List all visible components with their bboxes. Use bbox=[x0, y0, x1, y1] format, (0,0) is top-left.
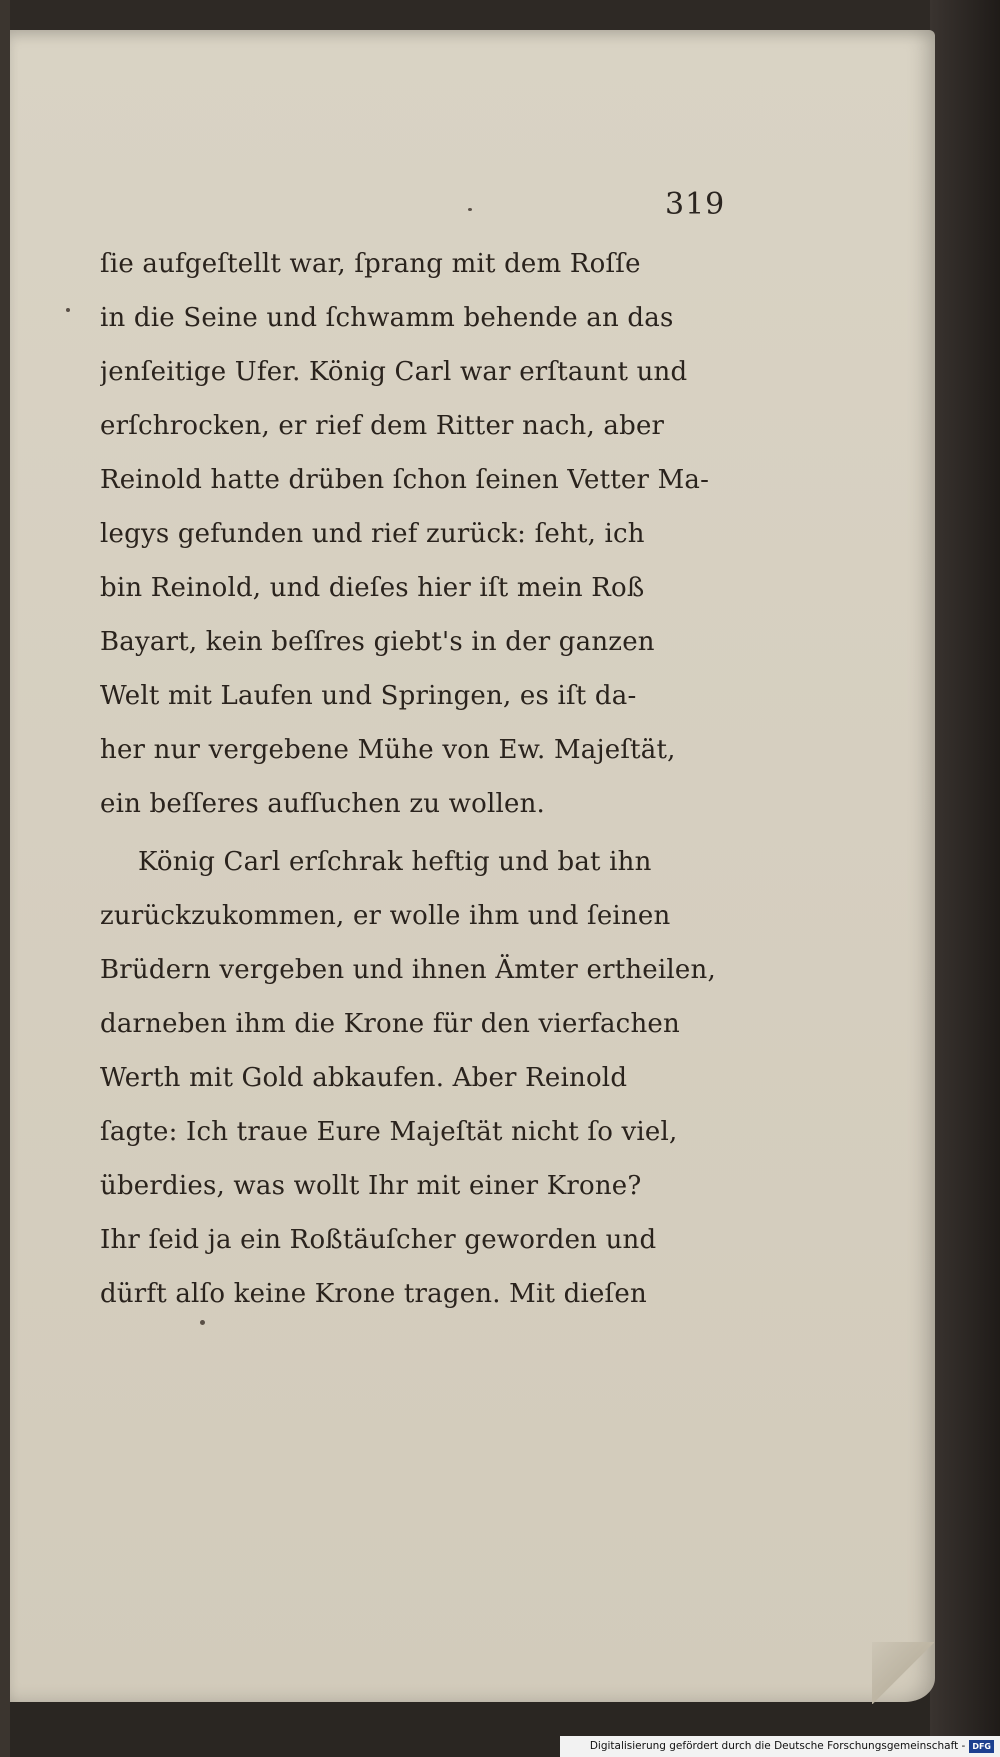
text-line: Ihr ſeid ja ein Roßtäuſcher geworden und bbox=[100, 1225, 657, 1255]
text-line: zurückzukommen, er wolle ihm und ſeinen bbox=[100, 901, 671, 931]
text-line: bin Reinold, und dieſes hier iſt mein Roß bbox=[100, 573, 645, 603]
body-text bbox=[100, 237, 730, 1321]
page-number: 319 bbox=[665, 187, 726, 222]
scan-border-left bbox=[0, 0, 10, 1757]
text-line: Werth mit Gold abkaufen. Aber Reinold bbox=[100, 1063, 628, 1093]
text-line: Welt mit Laufen und Springen, es iſt da- bbox=[100, 681, 637, 711]
credit-text: Digitalisierung gefördert durch die Deutsche Forschungsgemeinschaft - bbox=[589, 1740, 966, 1752]
paper-speck bbox=[66, 308, 70, 312]
scan-border-right bbox=[930, 0, 1000, 1757]
page-corner-fold bbox=[872, 1642, 934, 1704]
text-line: dürft alſo keine Krone tragen. Mit dieſen bbox=[100, 1279, 647, 1309]
text-line: Brüdern vergeben und ihnen Ämter ertheilen, bbox=[100, 955, 716, 985]
paper-speck bbox=[468, 208, 472, 211]
text-line: legys gefunden und rief zurück: ſeht, ich bbox=[100, 519, 645, 549]
text-line: ſagte: Ich traue Eure Majeſtät nicht ſo viel, bbox=[100, 1117, 678, 1147]
scan-border-top bbox=[0, 0, 1000, 30]
text-line: ein beſſeres aufſuchen zu wollen. bbox=[100, 789, 545, 819]
dfg-logo-icon: DFG bbox=[969, 1740, 994, 1753]
text-line: darneben ihm die Krone für den vierfachen bbox=[100, 1009, 680, 1039]
text-line: her nur vergebene Mühe von Ew. Majeſtät, bbox=[100, 735, 676, 765]
digitization-credit bbox=[560, 1736, 1000, 1757]
text-line: Bayart, kein beſſres giebt's in der ganzen bbox=[100, 627, 655, 657]
text-line: überdies, was wollt Ihr mit einer Krone? bbox=[100, 1171, 642, 1201]
text-line: Reinold hatte drüben ſchon ſeinen Vetter Ma- bbox=[100, 465, 710, 495]
text-line: erſchrocken, er rief dem Ritter nach, aber bbox=[100, 411, 665, 441]
text-line: König Carl erſchrak heftig und bat ihn bbox=[138, 847, 652, 877]
text-line: ſie aufgeſtellt war, ſprang mit dem Roſſe bbox=[100, 249, 641, 279]
text-line: jenſeitige Ufer. König Carl war erſtaunt und bbox=[100, 357, 688, 387]
text-line: in die Seine und ſchwamm behende an das bbox=[100, 303, 674, 333]
